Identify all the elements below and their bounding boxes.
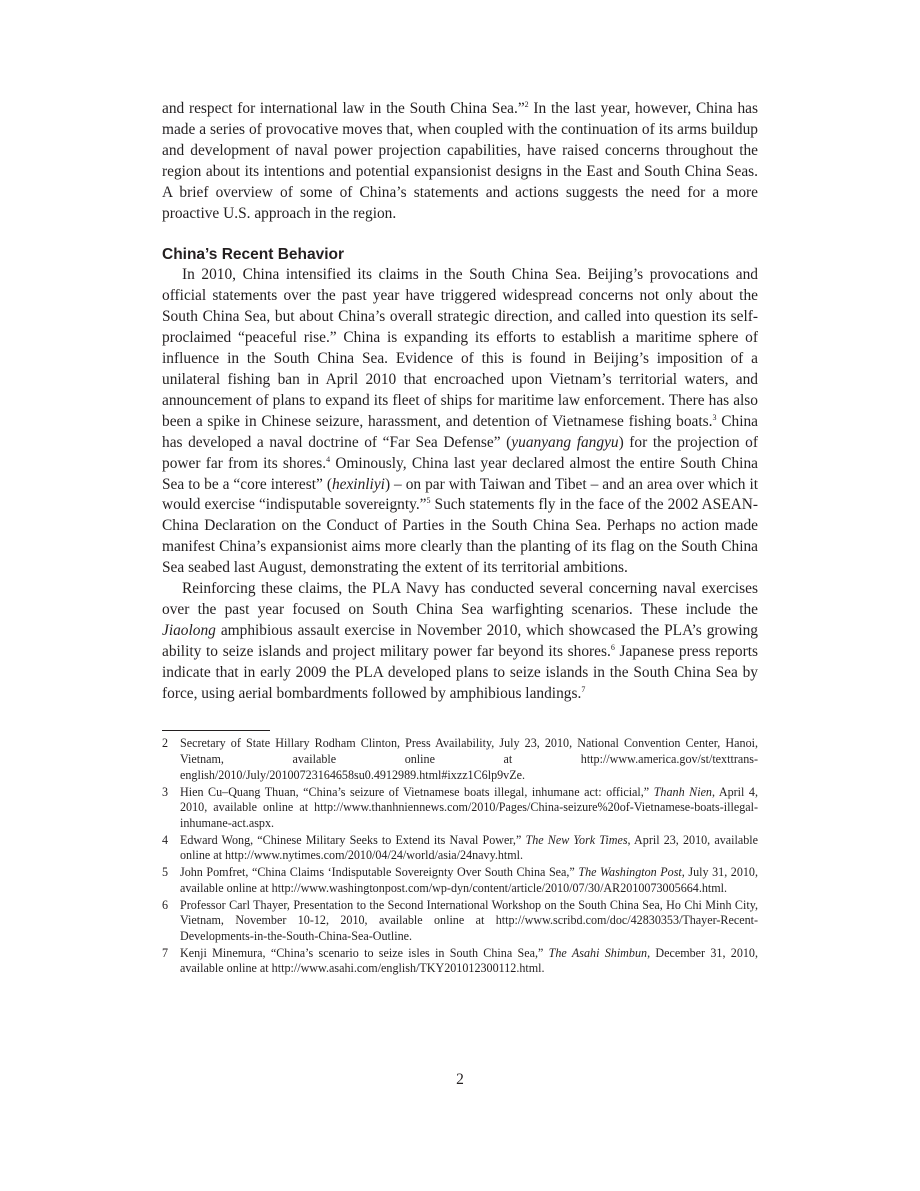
intro-paragraph: [162, 99, 758, 224]
text-run: , December 31, 2010, available online at http://www.asahi.com/english/TKY201012300112.html.: [180, 945, 759, 976]
footnote-number: 7: [162, 945, 169, 960]
italic-term: yuanyang fangyu: [511, 433, 619, 451]
text-run: Edward Wong, “Chinese Military Seeks to Extend its Naval Power,”: [180, 832, 526, 847]
text-run: Reinforcing these claims, the PLA Navy has conducted several concerning naval exercises over the past year focused on South China Sea warfighting scenarios. These include the: [162, 580, 758, 618]
text-run: ) – on par with Taiwan and Tibet – and an area over which it would exercise “indisputable sovereignty.”: [162, 475, 759, 514]
footnote: [162, 898, 758, 945]
footnote-divider: [162, 730, 270, 731]
text-run: Ominously, China last year declared almost the entire South China Sea to be a “core interest” (: [162, 454, 758, 493]
text-run: , April 4, 2010, available online at http://www.thanhniennews.com/2010/Pages/China-seizure%20of-Vietnamese-boats-illegal-inhumane-act.aspx.: [180, 784, 758, 830]
text-run: In the last year, however, China has made a series of provocative moves that, when coupled with the continuation of its arms buildup and development of naval power projection capabilities, have raised concerns throughout the region about its intentions and potential expansionist designs in the East and South China Seas. A brief overview of some of China’s statements and actions suggests the need for a more proactive U.S. approach in the region.: [162, 100, 758, 222]
footnote-text: [180, 736, 758, 783]
text-run: Hien Cu–Quang Thuan, “China’s seizure of Vietnamese boats illegal, inhumane act: official,”: [180, 784, 654, 799]
text-run: amphibious assault exercise in November 2010, which showcased the PLA’s growing ability to seize islands and project military power far beyond its shores.: [162, 621, 758, 660]
footnote-text: [180, 946, 758, 977]
footnote-number: 3: [162, 784, 169, 799]
footnote-ref[interactable]: 7: [581, 684, 586, 694]
text-run: , April 23, 2010, available online at http://www.nytimes.com/2010/04/24/world/asia/24navy.html.: [180, 832, 758, 863]
text-run: In 2010, China intensified its claims in the South China Sea. Beijing’s provocations and official statements over the past year have triggered widespread concerns not only about the South China Sea, but about China’s overall strategic direction, and called into question its self-proclaimed “peaceful rise.” China is expanding its efforts to establish a maritime sphere of influence in the South China Sea. Evidence of this is found in Beijing’s imposition of a unilateral fishing ban in April 2010 that encroached upon Vietnam’s territorial waters, and announcement of plans to expand its fleet of ships for maritime law enforcement. There has also been a spike in Chinese seizure, harassment, and detention of Vietnamese fishing boats.: [162, 266, 758, 430]
footnote-text: [180, 833, 758, 864]
publication-title: The Washington Post,: [578, 865, 685, 880]
section-heading: China’s Recent Behavior: [162, 246, 345, 264]
body-paragraph: [162, 579, 758, 704]
text-run: July 31, 2010, available online at http://www.washingtonpost.com/wp-dyn/content/article/2010/07/30/AR2010073005664.html.: [180, 865, 758, 895]
text-run: Professor Carl Thayer, Presentation to the Second International Workshop on the South China Sea, Ho Chi Minh City, Vietnam, November 10-12, 2010, available online at http://www.scribd.com/doc/42830353/Thayer-Recent-Developments-in-the-South-China-Sea-Outline.: [180, 897, 758, 943]
footnote: [162, 946, 758, 977]
text-run: John Pomfret, “China Claims ‘Indisputable Sovereignty Over South China Sea,”: [180, 865, 579, 880]
footnote-text: [180, 898, 758, 945]
document-page: [162, 99, 758, 978]
text-run: Such statements fly in the face of the 2002 ASEAN-China Declaration on the Conduct of Parties in the South China Sea. Perhaps no action made manifest China’s expansionist aims more clearly than the planting of its flag on the South China Sea seabed last August, demonstrating the extent of its territorial ambitions.: [162, 496, 758, 577]
footnote: [162, 865, 758, 896]
body-paragraph: [162, 265, 758, 579]
footnote-ref[interactable]: 6: [610, 642, 615, 652]
footnote: [162, 736, 758, 783]
publication-title: The Asahi Shimbun: [548, 945, 648, 960]
footnote-ref[interactable]: 3: [712, 412, 717, 422]
footnote-number: 4: [162, 832, 169, 847]
publication-title: The New York Times: [525, 832, 628, 847]
footnote: [162, 833, 758, 864]
footnotes: [162, 736, 758, 977]
footnote-ref[interactable]: 5: [426, 496, 431, 506]
footnote-text: [180, 785, 758, 832]
footnote: [162, 785, 758, 832]
footnote-ref[interactable]: 4: [326, 454, 331, 464]
footnote-number: 6: [162, 897, 169, 912]
footnote-ref[interactable]: 2: [524, 100, 529, 109]
text-run: Japanese press reports indicate that in early 2009 the PLA developed plans to seize islands in the South China Sea by force, using aerial bombardments followed by amphibious landings.: [162, 642, 758, 702]
text-run: Secretary of State Hillary Rodham Clinton, Press Availability, July 23, 2010, National Convention Center, Hanoi, Vietnam, available online at http://www.america.gov/st/texttrans-english/2010/July/20100723164658su0.4912989.html#ixzz1C6lp9vZe.: [180, 736, 758, 782]
italic-term: Jiaolong: [162, 621, 216, 639]
italic-term: hexinliyi: [331, 475, 385, 493]
footnote-number: 2: [162, 736, 169, 751]
footnote-number: 5: [162, 865, 169, 880]
footnote-text: [180, 865, 758, 896]
text-run: ) for the projection of power far from its shores.: [162, 433, 759, 472]
text-run: and respect for international law in the South China Sea.”: [162, 100, 525, 117]
publication-title: Thanh Nien: [653, 784, 712, 799]
page-number: 2: [456, 1071, 464, 1088]
text-run: China has developed a naval doctrine of “Far Sea Defense” (: [162, 412, 758, 451]
text-run: Kenji Minemura, “China’s scenario to seize isles in South China Sea,”: [180, 945, 549, 960]
